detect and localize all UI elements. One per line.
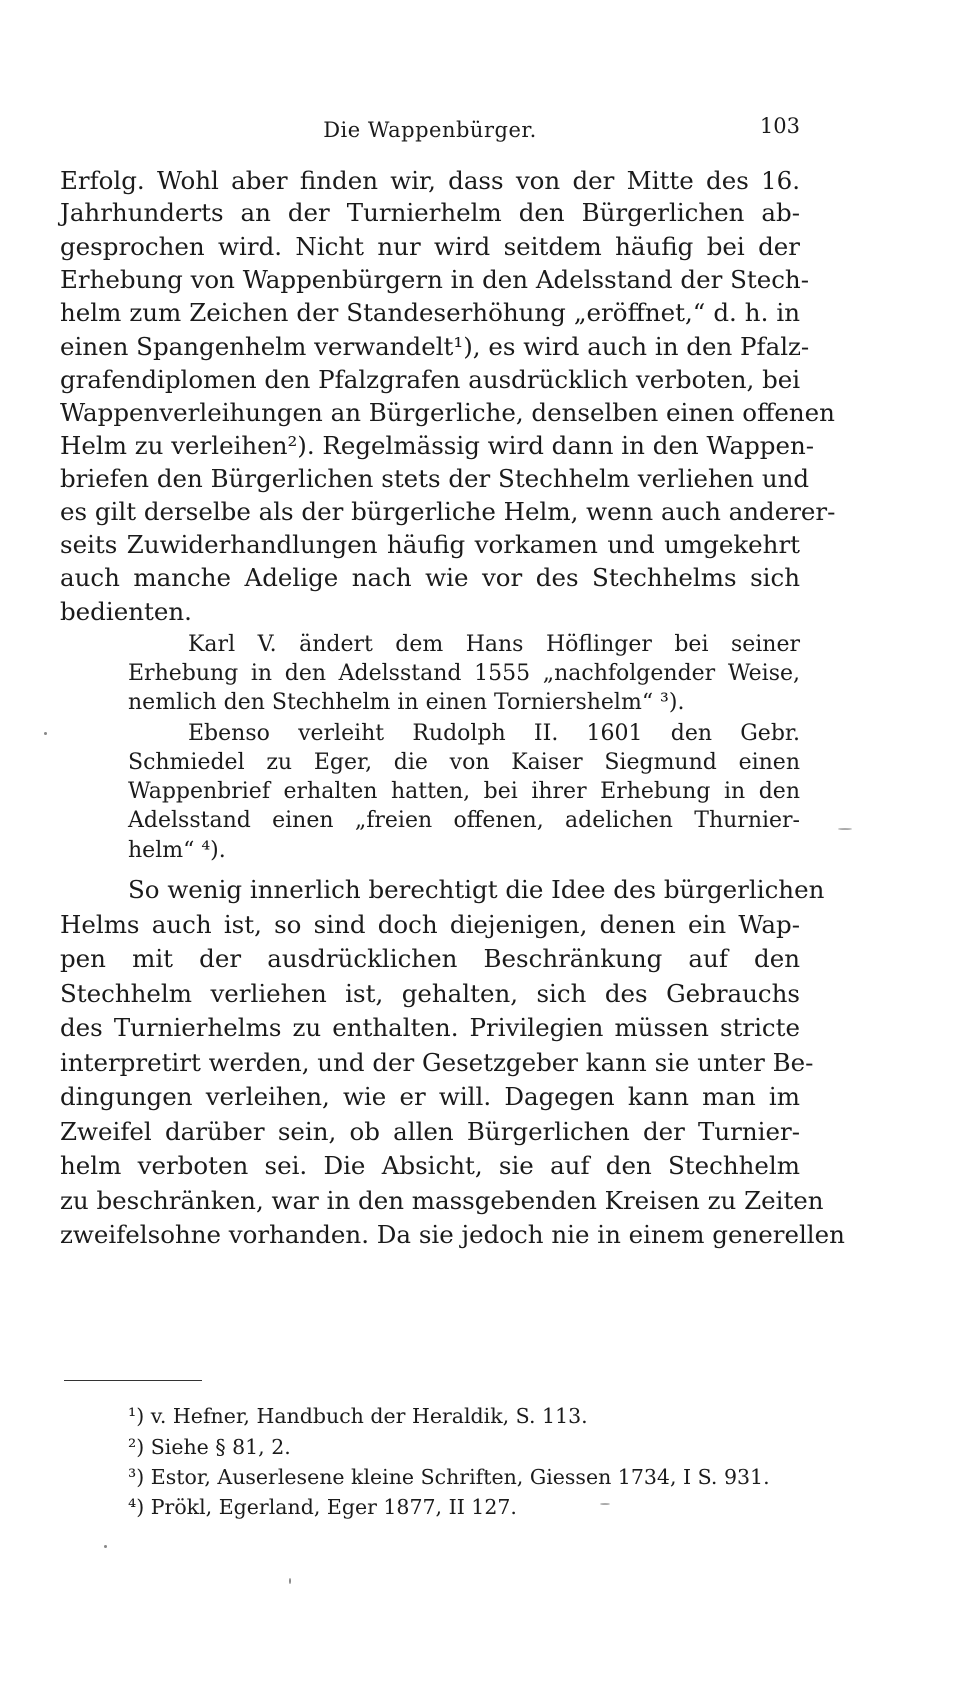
footnote bbox=[128, 1404, 588, 1428]
footnote-text: Prökl, Egerland, Eger 1877, II 127. bbox=[150, 1495, 517, 1519]
footnote-mark: ³) bbox=[128, 1465, 145, 1489]
quote-line: Adelsstand einen „freien offenen, adelichen Thurnier- bbox=[128, 808, 800, 833]
body-line: seits Zuwiderhandlungen häufig vorkamen und umgekehrt bbox=[60, 530, 800, 559]
quote-line: Karl V. ändert dem Hans Höflinger bei seiner bbox=[188, 632, 800, 657]
footnote bbox=[128, 1435, 291, 1459]
body-line: des Turnierhelms zu enthalten. Privilegien müssen stricte bbox=[60, 1013, 800, 1042]
footnote bbox=[128, 1495, 517, 1519]
running-title: Die Wappenbürger. bbox=[323, 118, 537, 142]
scan-speck bbox=[44, 732, 47, 735]
scan-speck bbox=[600, 1503, 610, 1505]
body-line: bedienten. bbox=[60, 597, 192, 626]
body-line: Jahrhunderts an der Turnierhelm den Bürgerlichen ab- bbox=[60, 198, 800, 227]
body-line: gesprochen wird. Nicht nur wird seitdem häufig bei der bbox=[60, 232, 800, 261]
body-line: helm zum Zeichen der Standeserhöhung „eröffnet,“ d. h. in bbox=[60, 298, 800, 327]
body-line: einen Spangenhelm verwandelt¹), es wird auch in den Pfalz- bbox=[60, 332, 810, 361]
body-line: briefen den Bürgerlichen stets der Stechhelm verliehen und bbox=[60, 464, 810, 493]
body-line: Zweifel darüber sein, ob allen Bürgerlichen der Turnier- bbox=[60, 1117, 800, 1146]
footnote-mark: ⁴) bbox=[128, 1495, 145, 1519]
quote-line: nemlich den Stechhelm in einen Torniershelm“ ³). bbox=[128, 690, 685, 715]
quote-line: Wappenbrief erhalten hatten, bei ihrer Erhebung in den bbox=[128, 779, 800, 804]
body-line: es gilt derselbe als der bürgerliche Helm, wenn auch anderer- bbox=[60, 497, 836, 526]
footnote-text: Estor, Auserlesene kleine Schriften, Giessen 1734, I S. 931. bbox=[150, 1465, 770, 1489]
footnote-mark: ¹) bbox=[128, 1404, 145, 1428]
footnote-text: v. Hefner, Handbuch der Heraldik, S. 113. bbox=[150, 1404, 588, 1428]
body-line: So wenig innerlich berechtigt die Idee des bürgerlichen bbox=[128, 875, 825, 904]
body-line: Wappenverleihungen an Bürgerliche, denselben einen offenen bbox=[60, 398, 835, 427]
body-line: pen mit der ausdrücklichen Beschränkung auf den bbox=[60, 944, 800, 973]
scan-speck bbox=[289, 1578, 291, 1584]
body-line: grafendiplomen den Pfalzgrafen ausdrücklich verboten, bei bbox=[60, 365, 801, 394]
body-line: zu beschränken, war in den massgebenden Kreisen zu Zeiten bbox=[60, 1186, 824, 1215]
footnote-text: Siehe § 81, 2. bbox=[150, 1435, 291, 1459]
page-number: 103 bbox=[759, 114, 800, 138]
body-line: interpretirt werden, und der Gesetzgeber kann sie unter Be- bbox=[60, 1048, 814, 1077]
body-line: Helms auch ist, so sind doch diejenigen, denen ein Wap- bbox=[60, 910, 800, 939]
quote-line: Schmiedel zu Eger, die von Kaiser Siegmund einen bbox=[128, 750, 800, 775]
footnote-mark: ²) bbox=[128, 1435, 145, 1459]
body-line: dingungen verleihen, wie er will. Dagegen kann man im bbox=[60, 1082, 800, 1111]
quote-line: Ebenso verleiht Rudolph II. 1601 den Gebr. bbox=[188, 721, 800, 746]
body-line: Erfolg. Wohl aber finden wir, dass von der Mitte des 16. bbox=[60, 166, 800, 195]
body-line: Erhebung von Wappenbürgern in den Adelsstand der Stech- bbox=[60, 265, 809, 294]
scan-speck bbox=[104, 1545, 107, 1548]
body-line: zweifelsohne vorhanden. Da sie jedoch nie in einem generellen bbox=[60, 1220, 845, 1249]
body-line: Helm zu verleihen²). Regelmässig wird dann in den Wappen- bbox=[60, 431, 815, 460]
body-line: Stechhelm verliehen ist, gehalten, sich des Gebrauchs bbox=[60, 979, 800, 1008]
quote-line: helm“ ⁴). bbox=[128, 838, 226, 863]
body-line: auch manche Adelige nach wie vor des Stechhelms sich bbox=[60, 563, 800, 592]
footnote-rule bbox=[64, 1380, 202, 1381]
body-line: helm verboten sei. Die Absicht, sie auf den Stechhelm bbox=[60, 1151, 800, 1180]
footnote bbox=[128, 1465, 770, 1489]
quote-line: Erhebung in den Adelsstand 1555 „nachfolgender Weise, bbox=[128, 661, 800, 686]
scan-speck bbox=[838, 828, 852, 830]
